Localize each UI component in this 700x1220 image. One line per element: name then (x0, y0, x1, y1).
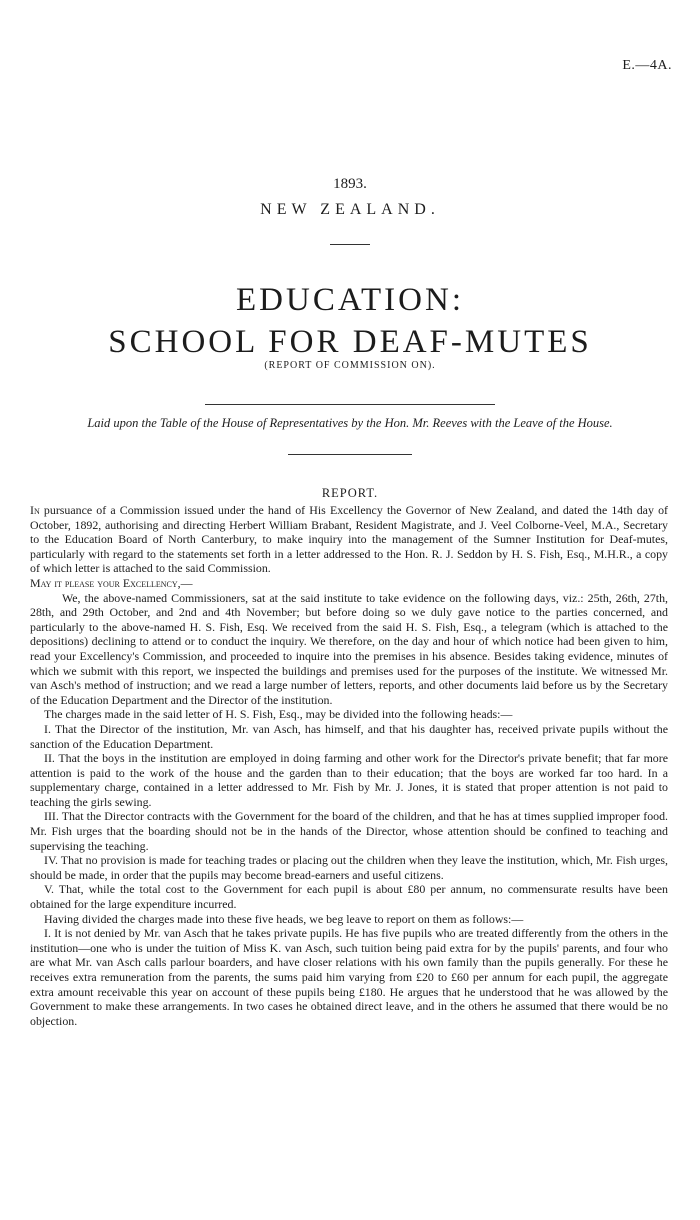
page-title: EDUCATION: (236, 282, 464, 318)
page-subtitle: SCHOOL FOR DEAF-MUTES (108, 324, 592, 360)
laid-upon-note: Laid upon the Table of the House of Representatives by the Hon. Mr. Reeves with the Leave of the House. (87, 416, 613, 430)
report-body (30, 503, 668, 1028)
report-heading: REPORT. (321, 486, 379, 500)
opening-text: pursuance of a Commission issued under the hand of His Excellency the Governor of New Zealand, and dated the 14th day of October, 1892, authorising and directing Herbert William Brabant, Resident Magistrate, and J. Veel Colborne-Veel, M.A., Secretary to the Education Board of North Canterbury, to make inquiry into the management of the Sumner Institution for Deaf-mutes, particularly with regard to the statements set forth in a letter addressed to the Hon. R. J. Seddon by H. S. Fish, Esq., M.H.R., a copy of which letter is attached to the said Commission. (30, 503, 668, 576)
paragraph-2: The charges made in the said letter of H. S. Fish, Esq., may be divided into the following heads:— (44, 707, 513, 722)
country-heading: NEW ZEALAND. (260, 201, 440, 218)
page-subsubtitle: (REPORT OF COMMISSION ON). (264, 360, 436, 371)
year-heading: 1893. (333, 176, 367, 192)
divider-short (330, 244, 370, 245)
paragraph-1: We, the above-named Commissioners, sat at the said institute to take evidence on the following days, viz.: 25th, 26th, 27th, 28th, and 29th October, and 2nd and 4th November; but before doing so we duly gave notice to the parties concerned, and particularly to the above-named H. S. Fish, Esq. We received from the said H. S. Fish, Esq., a telegram (which is attached to the depositions) declining to attend or to conduct the inquiry. We therefore, on the day and hour of which notice had been given to him, read your Excellency's Commission, and proceeded to inquire into the premises in his absence. Besides taking evidence, minutes of which we submit with this report, we inspected the buildings and premises used for the purposes of the institute. We witnessed Mr. van Asch's method of instruction; and we read a large number of letters, reports, and other documents laid before us by the Secretary of the Education Department and the Director of the institution. (30, 590, 668, 707)
charge-3: III. That the Director contracts with the Government for the board of the children, and that he has at times supplied improper food. Mr. Fish urges that the boarding should not be in the hands of the Director, whose attention should be confined to teaching and supervising the teaching. (30, 809, 668, 853)
document-reference: E.—4A. (622, 58, 672, 73)
charge-5: V. That, while the total cost to the Government for each pupil is about £80 per annum, no commensurate results have been obtained for the large expenditure incurred. (30, 882, 668, 912)
divider-long (205, 404, 495, 405)
charge-4: IV. That no provision is made for teaching trades or placing out the children when they leave the institution, which, Mr. Fish urges, should be made, in order that the pupils may become bread-earners and useful citizens. (30, 853, 668, 882)
charge-1: I. That the Director of the institution, Mr. van Asch, has himself, and that his daughter has, received private pupils without the sanction of the Education Department. (30, 721, 668, 751)
divider-mid (288, 454, 412, 455)
charge-2: II. That the boys in the institution are employed in doing farming and other work for the Director's private benefit; that far more attention is paid to the work of the house and the garden than to their education; that the boys are worked far too hard. In a supplementary charge, contained in a letter addressed to Mr. Fish by Mr. J. Jones, it is stated that proper attention is not paid to teaching the girls sewing. (30, 751, 668, 809)
finding-1: I. It is not denied by Mr. van Asch that he takes private pupils. He has five pupils who are treated differently from the others in the institution—one who is under the tuition of Miss K. van Asch, such tuition being paid extra for by the pupils' parents, and four who are what Mr. van Asch calls parlour boarders, and have closer relations with his own family than the pupils generally. For these he receives extra remuneration from the parents, the sums paid him varying from £20 to £60 per annum for each pupil, the aggregate extra amount receivable this year on account of these pupils being £180. He argues that he understood that he was allowed by the Government to make these arrangements. In two cases he obtained direct leave, and in the others he assumed that there would be no objection. (30, 926, 668, 1028)
opening-first-word: In (30, 503, 40, 517)
salutation: May it please your Excellency,— (30, 575, 193, 590)
paragraph-3: Having divided the charges made into these five heads, we beg leave to report on them as follows:— (44, 911, 524, 926)
opening-paragraph (30, 503, 668, 576)
